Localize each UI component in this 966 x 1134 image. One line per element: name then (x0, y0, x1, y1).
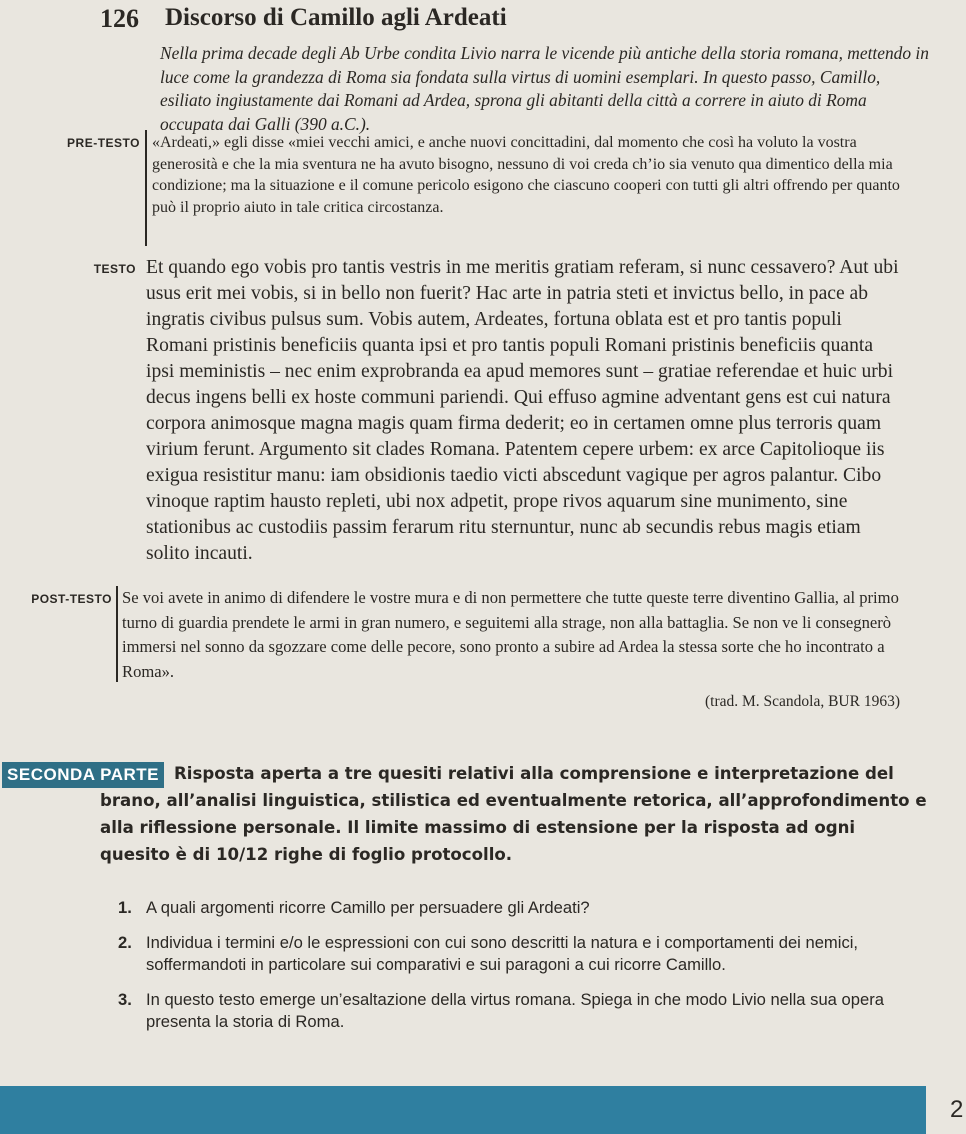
question-item (118, 932, 940, 977)
post-testo-label: POST-TESTO (31, 592, 112, 606)
post-testo-divider (116, 586, 118, 682)
section-instructions: Risposta aperta a tre quesiti relativi alla comprensione e interpretazione del brano, all’analisi linguistica, stilistica ed eventualmente retorica, all’approfondimento e alla riflessione personale. Il limite massimo di estensione per la risposta ad ogni quesito è di 10/12 righe di foglio protocollo. (100, 764, 927, 864)
testo-label: TESTO (93, 262, 136, 276)
footer-band (0, 1086, 926, 1134)
pre-testo-paragraph: «Ardeati,» egli disse «miei vecchi amici, e anche nuovi concittadini, dal momento che così ha voluto la vostra generosità e che la mia sventura ne ha avuto bisogno, nessuno di voi creda ch’io sia venuto qua dimentico della mia condizione; ma la situazione e il comune pericolo esigono che ciascuno cooperi con tutti gli altri offrendo per quanto può il proprio aiuto in tale critica circostanza. (152, 134, 900, 216)
page-title: Discorso di Camillo agli Ardeati (165, 4, 507, 31)
translation-credit: (trad. M. Scandola, BUR 1963) (704, 693, 900, 710)
latin-text-paragraph: Et quando ego vobis pro tantis vestris in me meritis gratiam referam, si nunc cessavero? Aut ubi usus erit mei vobis, si in bello non fuerit? Hac arte in patria steti et invictus bello, in pace ab ingratis civibus pulsus sum. Vobis autem, Ardeates, fortuna oblata est et pro tantis populi Romani pristinis beneficiis quanta ipsi et pro tantis populi Romani pristinis beneficiis quanta ipsi meministis – nec enim exprobranda ea apud memores sunt – gratiae referendae et huic urbi decus ingens belli ex hoste communi pariendi. Qui effuso agmine adventant gens est cui natura corpora animosque magna magis quam firma dederit; eo in certamen omne plus terroris quam virium ferunt. Argumento sit clades Romana. Patentem cepere urbem: ex arce Capitolioque iis exigua resistitur manu: iam obsidionis taedio victi abscedunt vagique per agros palantur. Cibo vinoque raptim hausto repleti, ubi nox adpetit, prope rivos aquarum sine munimento, sine stationibus ac custodiis passim ferarum ritu sternuntur, nunc ab secundis rebus magis etiam solito incauti. (146, 257, 899, 564)
question-text: In questo testo emerge un’esaltazione della virtus romana. Spiega in che modo Livio nella sua opera presenta la storia di Roma. (146, 989, 884, 1031)
question-item (118, 989, 940, 1034)
question-list (118, 897, 940, 1046)
question-number: 3. (118, 989, 132, 1009)
section-badge: SECONDA PARTE (2, 762, 164, 788)
pre-testo-divider (145, 130, 147, 246)
page-number: 126 (100, 4, 139, 33)
footer-page-number: 2 (950, 1096, 964, 1123)
question-number: 2. (118, 932, 132, 952)
question-number: 1. (118, 898, 132, 917)
question-text: A quali argomenti ricorre Camillo per persuadere gli Ardeati? (146, 898, 590, 917)
post-testo-paragraph: Se voi avete in animo di difendere le vostre mura e di non permettere che tutte queste terre diventino Gallia, al primo turno di guardia prendete le armi in gran numero, e seguitemi alla strage, non alla battaglia. Se non ve li consegnerò immersi nel sonno da sgozzare come delle pecore, sono pronto a subire ad Ardea la stessa sorte che ho incontrato a Roma». (122, 588, 899, 681)
pre-testo-label: PRE-TESTO (67, 136, 140, 150)
intro-paragraph: Nella prima decade degli Ab Urbe condita Livio narra le vicende più antiche della storia romana, mettendo in luce come la grandezza di Roma sia fondata sulla virtus di uomini esemplari. In questo passo, Camillo, esiliato ingiustamente dai Romani ad Ardea, sprona gli abitanti della città a correre in aiuto di Roma occupata dai Galli (390 a.C.). (160, 43, 929, 134)
question-item (118, 897, 940, 920)
question-text: Individua i termini e/o le espressioni con cui sono descritti la natura e i comportamenti dei nemici, soffermandoti in particolare sui comparativi e sui paragoni a cui ricorre Camillo. (146, 932, 859, 974)
